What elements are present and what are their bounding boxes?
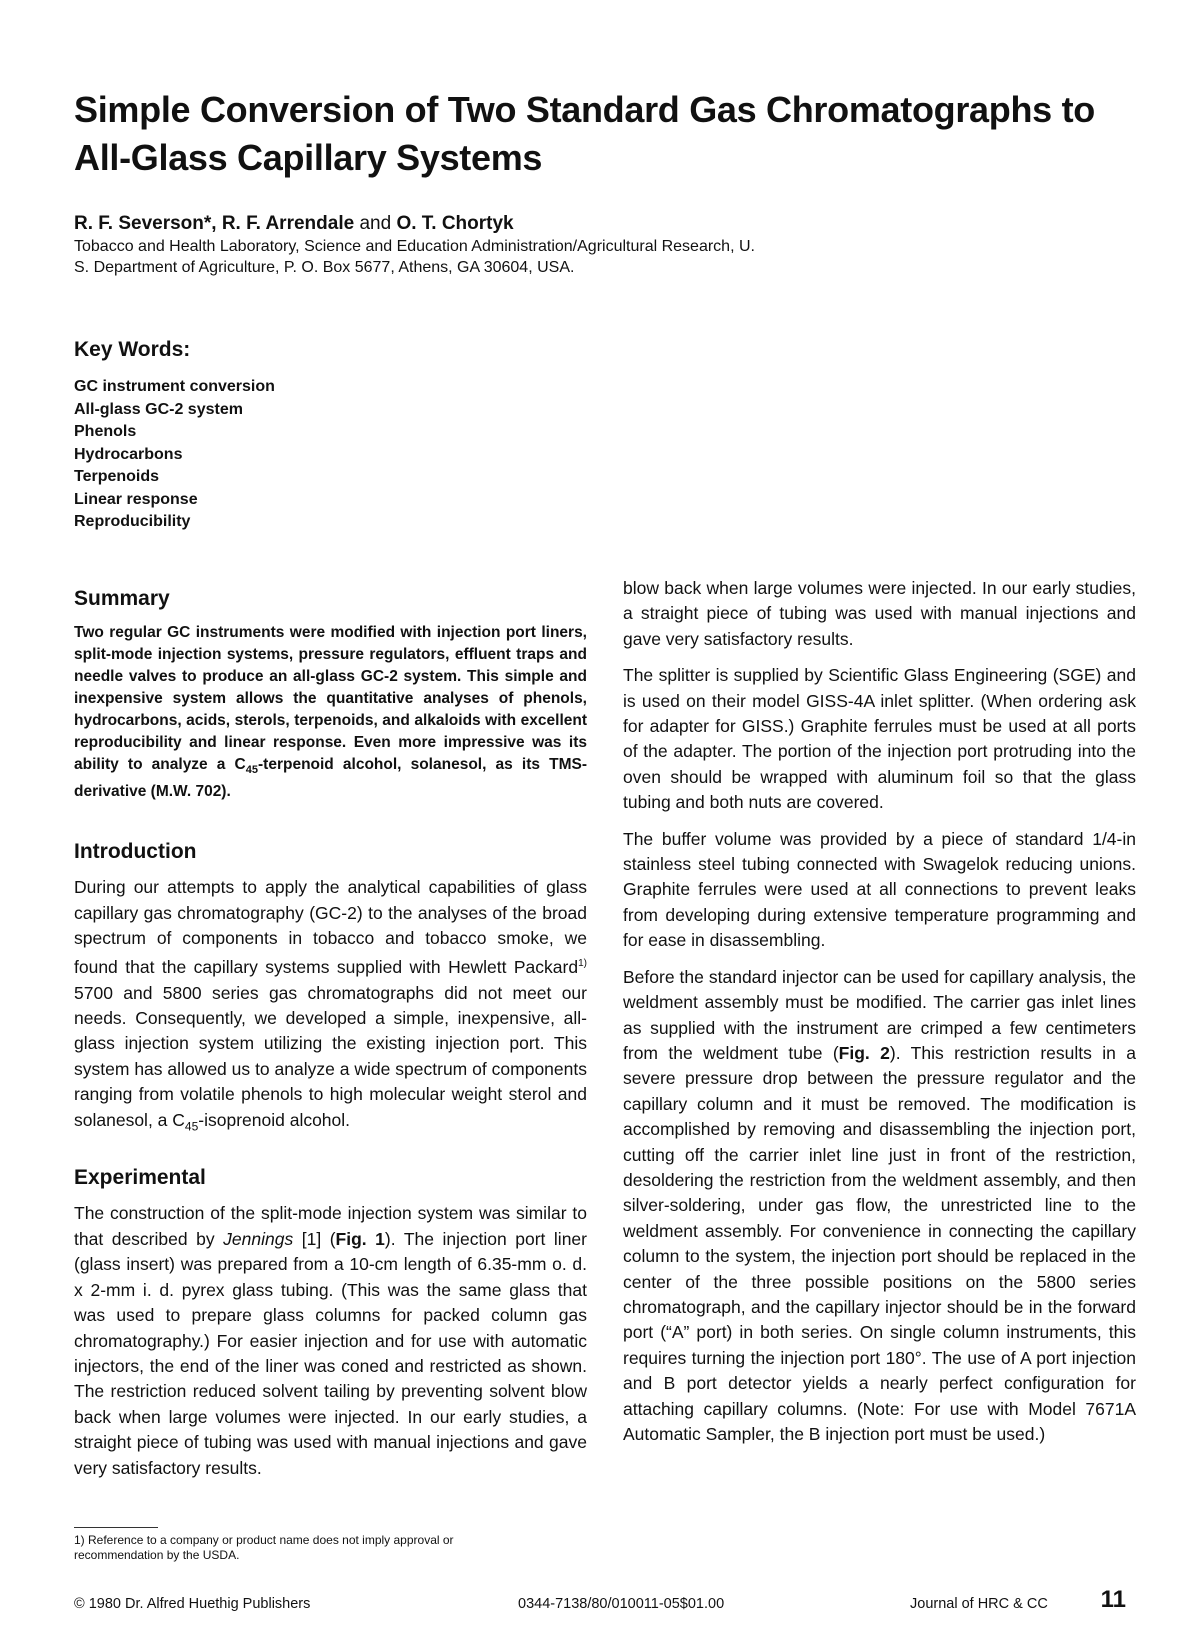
left-column bbox=[74, 587, 587, 1478]
author-line bbox=[74, 212, 514, 236]
experimental-continuation: blow back when large volumes were injected. In our early studies, a straight piece of tubing was used with manual injections and gave very satisfactory results. bbox=[623, 578, 1136, 649]
page-number: 11 bbox=[1100, 1586, 1126, 1613]
keyword-item: Linear response bbox=[74, 490, 198, 508]
footer-journal: Journal of HRC & CC bbox=[910, 1596, 1048, 1612]
affiliation: Tobacco and Health Laboratory, Science and Education Administration/Agricultural Research, U. S. Department of Agriculture, P. O. Box 5677, Athens, GA 30604, USA. bbox=[74, 238, 755, 276]
keyword-item: GC instrument conversion bbox=[74, 378, 275, 395]
buffer-volume-paragraph: The buffer volume was provided by a piece of standard 1/4-in stainless steel tubing connected with Swagelok reducing unions. Graphite ferrules were used at all connections to prevent leaks from developing during extensive temperature programming and for ease in disassembling. bbox=[623, 828, 1136, 951]
summary-text: Two regular GC instruments were modified with injection port liners, split-mode injection systems, pressure regulators, effluent traps and needle valves to produce an all-glass GC-2 system. This simple and inexpensive system allows the quantitative analyses of phenols, hydrocarbons, acids, sterols, terpenoids, and alkaloids with excellent reproducibility and linear response. Even more impressive was its ability to analyze a $C_{45}$-terpenoid alcohol, solanesol, as its TMS-derivative (M.W. 702). bbox=[74, 624, 587, 801]
keyword-item: All-glass GC-2 system bbox=[74, 400, 243, 418]
keyword-item: Terpenoids bbox=[74, 468, 160, 485]
experimental-heading: Experimental bbox=[74, 1166, 206, 1190]
right-column bbox=[623, 578, 1137, 1458]
keywords-heading: Key Words: bbox=[74, 338, 191, 361]
keywords-list bbox=[74, 376, 275, 534]
keyword-item: Reproducibility bbox=[74, 513, 191, 530]
introduction-heading: Introduction bbox=[74, 840, 197, 864]
footer-copyright: © 1980 Dr. Alfred Huethig Publishers bbox=[74, 1596, 311, 1612]
summary-heading: Summary bbox=[74, 587, 170, 610]
keyword-item: Hydrocarbons bbox=[74, 445, 183, 463]
keyword-item: Phenols bbox=[74, 423, 137, 440]
footer-code: 0344-7138/80/010011-05$01.00 bbox=[518, 1596, 725, 1612]
introduction-text: During our attempts to apply the analytical capabilities of glass capillary gas chromatography (GC-2) to the analyses of the broad spectrum of components in tobacco and tobacco smoke, we found that the capillary systems supplied with Hewlett Packard$^{1)}$ 5700 and 5800 series gas chromatographs did not meet our needs. Consequently, we developed a simple, inexpensive, all-glass injection system utilizing the existing injection port. This system has allowed us to analyze a wide spectrum of components ranging from volatile phenols to high molecular weight sterol and solanesol, a $C_{45}$-isoprenoid alcohol. bbox=[74, 877, 587, 1134]
author-name-last: O. T. Chortyk bbox=[396, 213, 514, 234]
author-names: R. F. Severson*, R. F. Arrendale bbox=[74, 213, 355, 234]
article-title: Simple Conversion of Two Standard Gas Chromatographs to All-Glass Capillary Systems bbox=[74, 89, 1095, 178]
splitter-paragraph: The splitter is supplied by Scientific Glass Engineering (SGE) and is used on their model GISS-4A inlet splitter. (When ordering ask for adapter for GISS.) Graphite ferrules must be used at all ports of the adapter. The portion of the injection port protruding into the oven should be wrapped with aluminum foil so that the glass tubing and both nuts are covered. bbox=[623, 665, 1136, 813]
injector-modification-paragraph: Before the standard injector can be used for capillary analysis, the weldment assembly must be modified. The carrier gas inlet lines as supplied with the instrument are crimped a few centimeters from the weldment tube (Fig. 2). This restriction results in a severe pressure drop between the pressure regulator and the capillary column and it must be removed. The modification is accomplished by removing and disassembling the injection port, cutting off the carrier inlet line just in front of the restriction, desoldering the restriction from the weldment assembly, and then silver-soldering, under gas flow, the unrestricted line to the weldment assembly. For convenience in connecting the capillary column to the system, the injection port should be replaced in the center of the three possible positions on the 5800 series chromatograph, and the capillary injector should be in the forward port (“A” port) in both series. On single column instruments, this requires turning the injection port 180°. The use of A port injection and B port detector yields a nearly perfect configuration for attaching capillary columns. (Note: For use with Model 7671A Automatic Sampler, the B injection port must be used.) bbox=[623, 966, 1137, 1444]
author-conjunction: and bbox=[354, 213, 397, 234]
footnote-divider bbox=[74, 1527, 158, 1528]
footnote: 1) Reference to a company or product name does not imply approval or recommendation by the USDA. bbox=[74, 1533, 454, 1562]
experimental-text: The construction of the split-mode injection system was similar to that described by Jennings [1] (Fig. 1). The injection port liner (glass insert) was prepared from a 10-cm length of 6.35-mm o. d. x 2-mm i. d. pyrex glass tubing. (This was the same glass that was used to prepare glass columns for packed column gas chromatography.) For easier injection and for use with automatic injectors, the end of the liner was coned and restricted as shown. The restriction reduced solvent tailing by preventing solvent blow back when large volumes were injected. In our early studies, a straight piece of tubing was used with manual injections and gave very satisfactory results. bbox=[74, 1203, 587, 1478]
